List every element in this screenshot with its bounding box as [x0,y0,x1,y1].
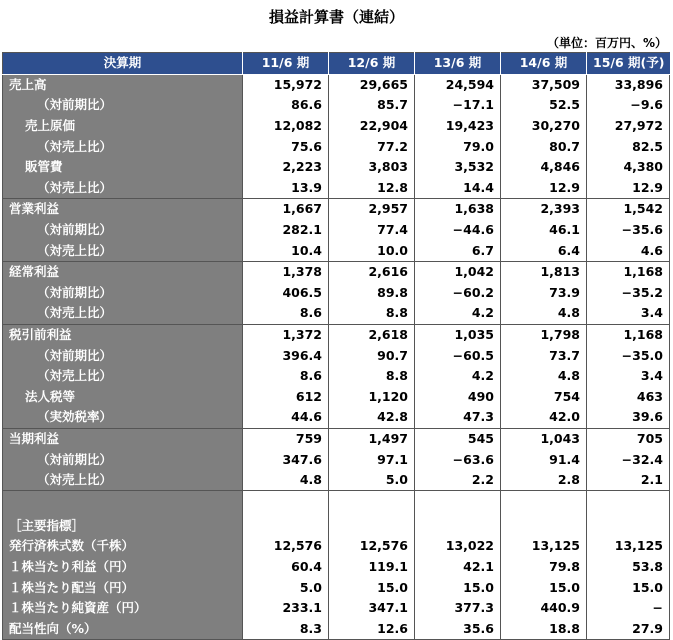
cell-value: 545 [415,428,501,449]
cell-value: 77.4 [329,220,415,241]
cell-value: 705 [587,428,670,449]
row-label: 販管費 [3,157,243,178]
cell-value [587,515,670,536]
cell-value: 1,378 [243,261,329,282]
table-row [3,598,670,619]
row-label: 税引前利益 [3,324,243,345]
cell-value: 53.8 [587,557,670,578]
cell-value: 82.5 [587,136,670,157]
cell-value: 1,813 [501,261,587,282]
table-row [3,178,670,199]
cell-value: 3,803 [329,157,415,178]
cell-value: 13,125 [501,536,587,557]
cell-value: 4.8 [501,303,587,324]
cell-value: 90.7 [329,345,415,366]
row-label: （対前期比） [3,283,243,304]
table-row [3,303,670,324]
cell-value: 4,380 [587,157,670,178]
table-row [3,199,670,220]
cell-value: −17.1 [415,95,501,116]
table-row [3,220,670,241]
header-fy11: 11/6 期 [243,53,329,75]
cell-value: 5.0 [329,470,415,491]
income-statement-table [2,52,670,640]
cell-value: − [587,598,670,619]
cell-value: 754 [501,387,587,408]
cell-value: 37,509 [501,74,587,95]
cell-value: 89.8 [329,283,415,304]
cell-value: 119.1 [329,557,415,578]
table-row [3,136,670,157]
cell-value: 2.1 [587,470,670,491]
row-label: 売上高 [3,74,243,95]
cell-value: 5.0 [243,577,329,598]
table-row [3,449,670,470]
row-label: 配当性向（%） [3,618,243,639]
cell-value: 12.9 [501,178,587,199]
cell-value: 490 [415,387,501,408]
table-row [3,116,670,137]
cell-value: 10.0 [329,240,415,261]
cell-value: 3,532 [415,157,501,178]
cell-value: 1,120 [329,387,415,408]
row-label: （対売上比） [3,240,243,261]
cell-value [501,491,587,516]
table-row [3,95,670,116]
row-label: 法人税等 [3,387,243,408]
table-row [3,618,670,639]
cell-value: −35.2 [587,283,670,304]
cell-value: 47.3 [415,407,501,428]
table-row [3,515,670,536]
cell-value: 2,393 [501,199,587,220]
row-label: 営業利益 [3,199,243,220]
cell-value: 24,594 [415,74,501,95]
cell-value: 12,576 [329,536,415,557]
cell-value: 79.8 [501,557,587,578]
cell-value: 15,972 [243,74,329,95]
cell-value: 15.0 [587,577,670,598]
cell-value: 1,638 [415,199,501,220]
row-label: （対前期比） [3,220,243,241]
cell-value: 85.7 [329,95,415,116]
cell-value: 39.6 [587,407,670,428]
cell-value: 46.1 [501,220,587,241]
cell-value: 1,372 [243,324,329,345]
cell-value: 759 [243,428,329,449]
row-label: （対売上比） [3,178,243,199]
cell-value: 27,972 [587,116,670,137]
unit-note: （単位：百万円、%） [546,36,667,50]
cell-value: 2,223 [243,157,329,178]
cell-value: 8.6 [243,366,329,387]
header-fy15-forecast: 15/6 期(予) [587,53,670,75]
cell-value: 4,846 [501,157,587,178]
cell-value: 75.6 [243,136,329,157]
cell-value: 12,082 [243,116,329,137]
table-header-row [3,53,670,75]
cell-value: 377.3 [415,598,501,619]
table-row [3,491,670,516]
row-label: （対前期比） [3,449,243,470]
cell-value: 14.4 [415,178,501,199]
row-label: 売上原価 [3,116,243,137]
table-row [3,157,670,178]
row-label [3,491,243,516]
cell-value: 2.8 [501,470,587,491]
cell-value [243,491,329,516]
cell-value: 13.9 [243,178,329,199]
cell-value: 1,043 [501,428,587,449]
cell-value: 3.4 [587,366,670,387]
table-row [3,387,670,408]
cell-value: 2,957 [329,199,415,220]
cell-value: −60.5 [415,345,501,366]
cell-value: 42.1 [415,557,501,578]
page-title: 損益計算書（連結） [268,8,404,26]
cell-value: 42.8 [329,407,415,428]
cell-value: −63.6 [415,449,501,470]
header-fy13: 13/6 期 [415,53,501,75]
cell-value: −44.6 [415,220,501,241]
table-row [3,428,670,449]
table-body [3,74,670,639]
cell-value: 347.1 [329,598,415,619]
cell-value: 10.4 [243,240,329,261]
cell-value: 60.4 [243,557,329,578]
cell-value: 12.9 [587,178,670,199]
cell-value: 8.8 [329,303,415,324]
table-row [3,536,670,557]
cell-value: 347.6 [243,449,329,470]
table-row [3,407,670,428]
cell-value: 79.0 [415,136,501,157]
row-label: １株当たり利益（円） [3,557,243,578]
row-label: ［主要指標］ [3,515,243,536]
cell-value: 97.1 [329,449,415,470]
row-label: （対売上比） [3,303,243,324]
cell-value: 1,497 [329,428,415,449]
cell-value: 1,035 [415,324,501,345]
cell-value: 282.1 [243,220,329,241]
cell-value: 12.6 [329,618,415,639]
cell-value: 8.6 [243,303,329,324]
cell-value: 18.8 [501,618,587,639]
cell-value: 2.2 [415,470,501,491]
table-row [3,470,670,491]
cell-value: 44.6 [243,407,329,428]
row-label: 発行済株式数（千株） [3,536,243,557]
cell-value [329,515,415,536]
cell-value: 463 [587,387,670,408]
cell-value: 1,042 [415,261,501,282]
cell-value: 4.6 [587,240,670,261]
cell-value: 1,667 [243,199,329,220]
row-label: （対売上比） [3,136,243,157]
cell-value: 73.9 [501,283,587,304]
cell-value [501,515,587,536]
cell-value: −35.6 [587,220,670,241]
cell-value: 19,423 [415,116,501,137]
row-label: （対前期比） [3,95,243,116]
table-row [3,577,670,598]
cell-value: 80.7 [501,136,587,157]
cell-value: 2,616 [329,261,415,282]
cell-value: 13,022 [415,536,501,557]
cell-value: 4.8 [243,470,329,491]
table-row [3,324,670,345]
cell-value [329,491,415,516]
header-fy14: 14/6 期 [501,53,587,75]
table-row [3,366,670,387]
row-label: １株当たり純資産（円） [3,598,243,619]
cell-value [587,491,670,516]
cell-value: 1,168 [587,261,670,282]
cell-value: 6.7 [415,240,501,261]
row-label: 経常利益 [3,261,243,282]
cell-value: 13,125 [587,536,670,557]
header-fy12: 12/6 期 [329,53,415,75]
cell-value: 29,665 [329,74,415,95]
table-row [3,557,670,578]
cell-value: 73.7 [501,345,587,366]
cell-value: 42.0 [501,407,587,428]
cell-value: 15.0 [415,577,501,598]
row-label: 当期利益 [3,428,243,449]
cell-value: 6.4 [501,240,587,261]
cell-value: 35.6 [415,618,501,639]
cell-value: −32.4 [587,449,670,470]
cell-value: 406.5 [243,283,329,304]
cell-value [243,515,329,536]
row-label: （実効税率） [3,407,243,428]
table-row [3,345,670,366]
cell-value: 22,904 [329,116,415,137]
row-label: （対前期比） [3,345,243,366]
cell-value: 77.2 [329,136,415,157]
cell-value: −9.6 [587,95,670,116]
cell-value: 1,168 [587,324,670,345]
row-label: １株当たり配当（円） [3,577,243,598]
table-row [3,74,670,95]
cell-value: −60.2 [415,283,501,304]
cell-value: 233.1 [243,598,329,619]
cell-value: −35.0 [587,345,670,366]
cell-value [415,515,501,536]
cell-value: 30,270 [501,116,587,137]
table-row [3,240,670,261]
cell-value: 4.2 [415,366,501,387]
cell-value: 8.8 [329,366,415,387]
cell-value: 1,542 [587,199,670,220]
cell-value: 440.9 [501,598,587,619]
cell-value: 396.4 [243,345,329,366]
cell-value: 612 [243,387,329,408]
cell-value: 15.0 [501,577,587,598]
cell-value: 8.3 [243,618,329,639]
cell-value: 91.4 [501,449,587,470]
cell-value: 12,576 [243,536,329,557]
cell-value: 12.8 [329,178,415,199]
cell-value: 3.4 [587,303,670,324]
cell-value: 15.0 [329,577,415,598]
cell-value: 86.6 [243,95,329,116]
cell-value: 2,618 [329,324,415,345]
cell-value [415,491,501,516]
row-label: （対売上比） [3,366,243,387]
cell-value: 27.9 [587,618,670,639]
row-label: （対売上比） [3,470,243,491]
table-row [3,261,670,282]
cell-value: 4.2 [415,303,501,324]
cell-value: 4.8 [501,366,587,387]
cell-value: 1,798 [501,324,587,345]
header-period: 決算期 [3,53,243,75]
table-row [3,283,670,304]
cell-value: 33,896 [587,74,670,95]
cell-value: 52.5 [501,95,587,116]
